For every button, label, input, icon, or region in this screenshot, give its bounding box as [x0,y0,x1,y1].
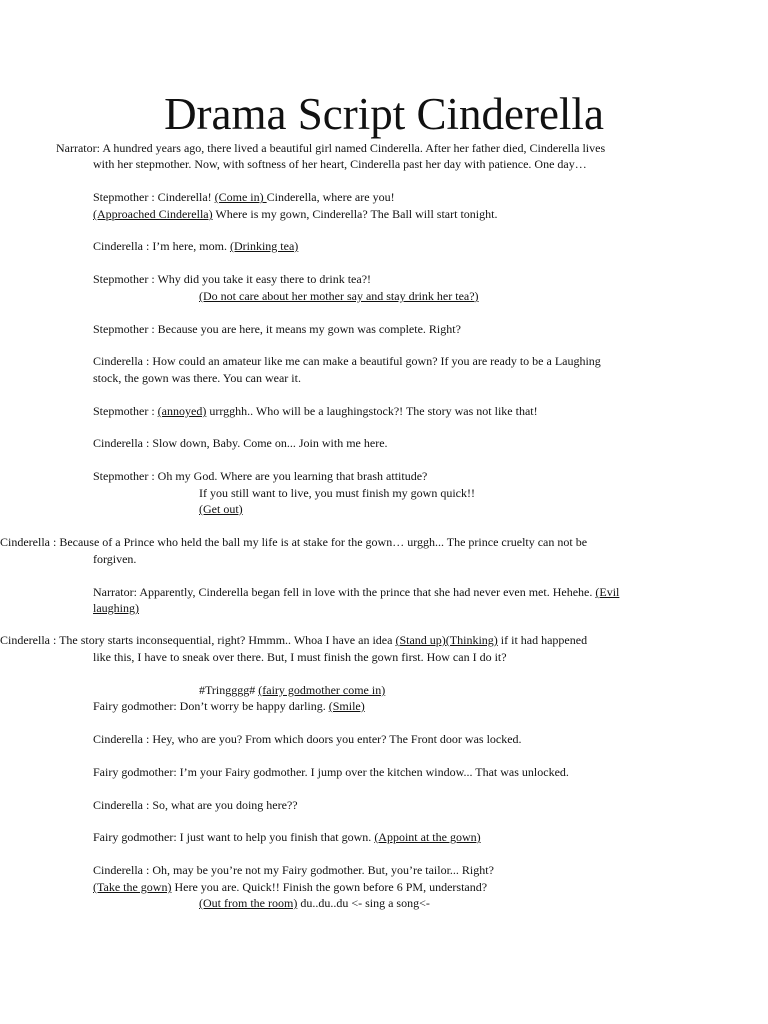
line-text: Fairy godmother: Don’t worry be happy darling. [93,699,329,713]
line-text: with her stepmother. Now, with softness of her heart, Cinderella past her day with patience. One day… [93,157,587,171]
stage-direction: (fairy godmother come in) [258,683,386,697]
script-line [93,829,481,845]
stage-direction: (annoyed) [157,404,207,418]
script-line [199,485,475,501]
script-line [93,764,569,780]
script-line [56,140,605,156]
line-text: Cinderella : How could an amateur like me can make a beautiful gown? If you are ready to be a Laughing [93,354,601,368]
script-line [93,649,507,665]
script-line [93,879,487,895]
script-line [93,797,298,813]
script-line [93,238,298,254]
script-line [0,534,587,550]
stage-direction: (Stand up)(Thinking) [395,633,498,647]
line-text: If you still want to live, you must finish my gown quick!! [199,486,475,500]
line-text: du..du..du <- sing a song<- [297,896,430,910]
script-line [93,206,497,222]
script-line [93,189,395,205]
script-line [93,731,522,747]
script-line [93,271,371,287]
script-line [93,600,139,616]
script-line [93,468,427,484]
script-line [93,435,388,451]
line-text: Cinderella : Because of a Prince who held the ball my life is at stake for the gown… urggh... The prince cruelty can not be [0,535,588,549]
script-line [93,321,461,337]
line-text: stock, the gown was there. You can wear it. [93,371,301,385]
script-line [93,370,301,386]
stage-direction: (Drinking tea) [229,239,299,253]
line-text: Where is my gown, Cinderella? The Ball will start tonight. [212,207,498,221]
script-line [0,632,587,648]
script-line [199,682,385,698]
line-text: forgiven. [93,552,137,566]
stage-direction: (Get out) [199,502,243,516]
script-line [93,156,587,172]
stage-direction: (Smile) [328,699,365,713]
line-text: Stepmother : Oh my God. Where are you learning that brash attitude? [93,469,428,483]
line-text: Stepmother : Cinderella! [93,190,215,204]
script-line [93,584,619,600]
script-line [93,698,365,714]
stage-direction: (Come in) [214,190,267,204]
document-title: Drama Script Cinderella [164,89,604,139]
line-text: Here you are. Quick!! Finish the gown before 6 PM, understand? [171,880,488,894]
script-line [93,353,601,369]
stage-direction: (Do not care about her mother say and stay drink her tea?) [199,289,479,303]
script-line [93,862,494,878]
line-text: urrgghh.. Who will be a laughingstock?! The story was not like that! [206,404,538,418]
stage-direction: (Take the gown) [93,880,172,894]
stage-direction: (Approached Cinderella) [93,207,213,221]
line-text: Stepmother : Why did you take it easy there to drink tea?! [93,272,372,286]
line-text: Narrator: A hundred years ago, there lived a beautiful girl named Cinderella. After her father died, Cinderella lives [56,141,606,155]
line-text: Cinderella, where are you! [266,190,395,204]
script-line [93,551,136,567]
stage-direction: (Appoint at the gown) [374,830,481,844]
line-text: Fairy godmother: I’m your Fairy godmother. I jump over the kitchen window... That was unlocked. [93,765,569,779]
line-text: #Tringggg# [199,683,259,697]
line-text: Stepmother : Because you are here, it means my gown was complete. Right? [93,322,461,336]
line-text: Narrator: Apparently, Cinderella began fell in love with the prince that she had never even met. Hehehe. [93,585,596,599]
stage-direction: (Evil [595,585,620,599]
script-line [199,288,479,304]
script-line [199,501,243,517]
line-text: Cinderella : So, what are you doing here?? [93,798,298,812]
script-line [199,895,430,911]
line-text: Stepmother : [93,404,158,418]
line-text: Cinderella : Oh, may be you’re not my Fairy godmother. But, you’re tailor... Right? [93,863,494,877]
line-text: Cinderella : I’m here, mom. [93,239,230,253]
stage-direction: (Out from the room) [199,896,298,910]
line-text: Cinderella : The story starts inconsequential, right? Hmmm.. Whoa I have an idea [0,633,396,647]
stage-direction: laughing) [93,601,139,615]
line-text: Cinderella : Hey, who are you? From which doors you enter? The Front door was locked. [93,732,522,746]
line-text: like this, I have to sneak over there. But, I must finish the gown first. How can I do it? [93,650,507,664]
script-line [93,403,538,419]
line-text: if it had happened [497,633,588,647]
line-text: Cinderella : Slow down, Baby. Come on... Join with me here. [93,436,388,450]
line-text: Fairy godmother: I just want to help you finish that gown. [93,830,375,844]
